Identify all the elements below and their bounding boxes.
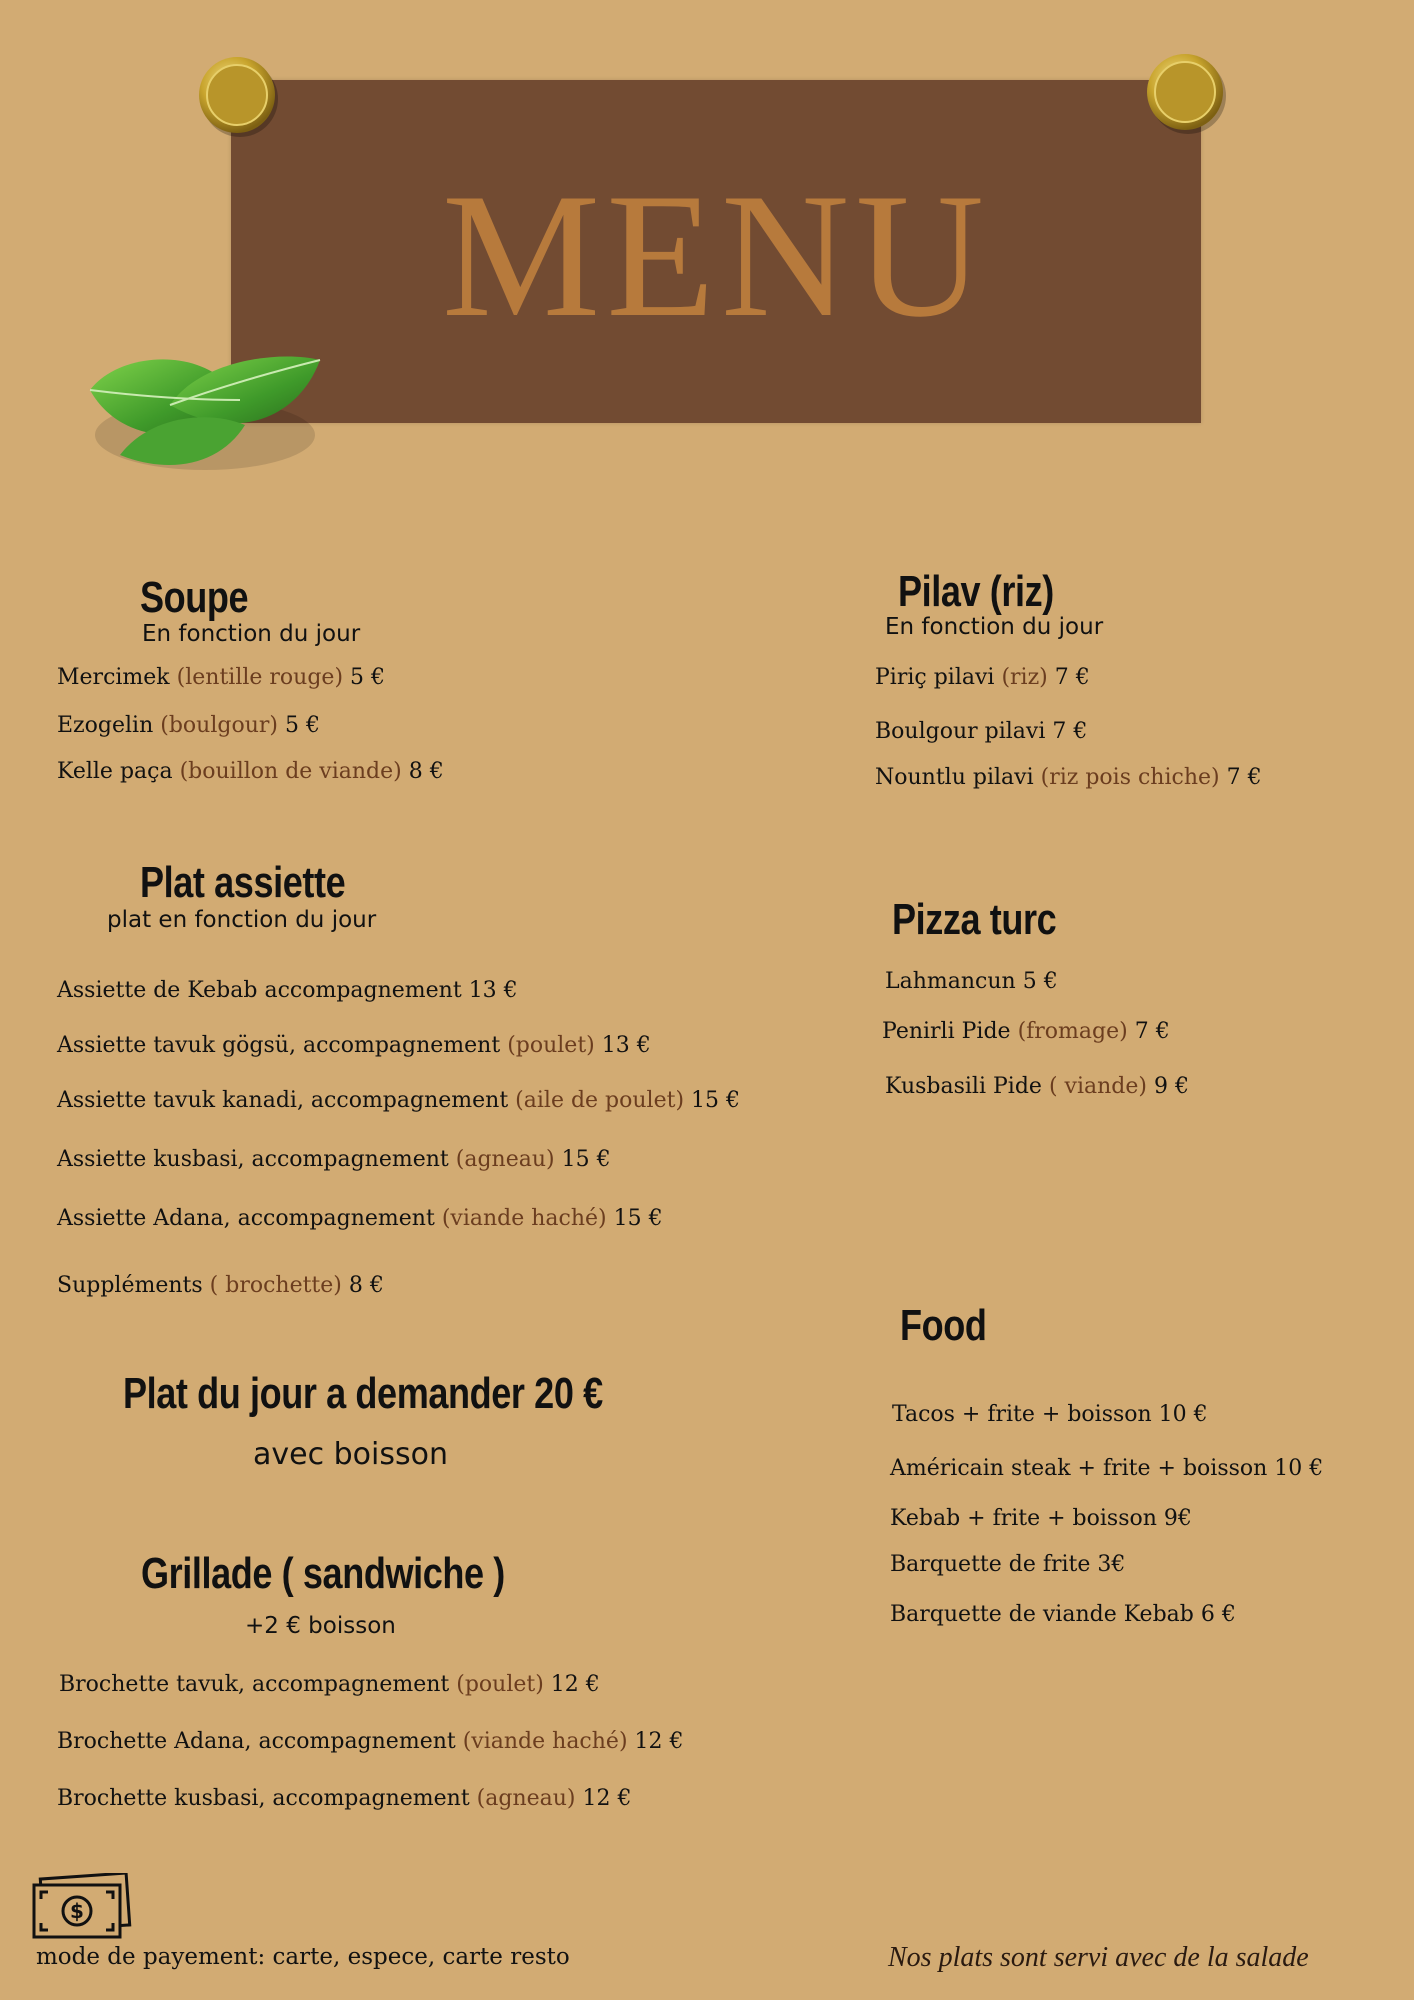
- section-title-grillade: Grillade ( sandwiche ): [141, 1549, 505, 1598]
- menu-item: Kelle paça (bouillon de viande) 8 €: [57, 759, 444, 784]
- menu-item: Piriç pilavi (riz) 7 €: [875, 665, 1090, 690]
- menu-item: Suppléments ( brochette) 8 €: [57, 1273, 384, 1298]
- menu-item: Brochette kusbasi, accompagnement (agneau) 12 €: [57, 1786, 632, 1811]
- menu-item: Mercimek (lentille rouge) 5 €: [57, 665, 386, 690]
- section-title-plat-du-jour: Plat du jour a demander 20 €: [123, 1369, 603, 1418]
- menu-item: Nountlu pilavi (riz pois chiche) 7 €: [875, 765, 1262, 790]
- section-title-pizza: Pizza turc: [892, 895, 1057, 944]
- section-title-food: Food: [900, 1301, 987, 1350]
- section-subtitle-pilav: En fonction du jour: [885, 614, 1104, 640]
- menu-item: Ezogelin (boulgour) 5 €: [57, 713, 320, 738]
- menu-item: Assiette tavuk gögsü, accompagnement (poulet) 13 €: [57, 1033, 651, 1058]
- menu-item: Assiette Adana, accompagnement (viande haché) 15 €: [57, 1206, 663, 1231]
- menu-item: Kebab + frite + boisson 9€: [890, 1506, 1192, 1531]
- svg-text:$: $: [70, 1899, 84, 1923]
- section-subtitle-soupe: En fonction du jour: [142, 621, 361, 647]
- menu-item: Assiette de Kebab accompagnement 13 €: [57, 978, 518, 1003]
- salad-note: Nos plats sont servi avec de la salade: [888, 1942, 1309, 1973]
- menu-item: Assiette kusbasi, accompagnement (agneau) 15 €: [57, 1147, 611, 1172]
- menu-item: Boulgour pilavi 7 €: [875, 719, 1088, 744]
- section-title-plat-assiette: Plat assiette: [140, 858, 346, 907]
- menu-item: Tacos + frite + boisson 10 €: [892, 1402, 1208, 1427]
- menu-item: Américain steak + frite + boisson 10 €: [890, 1456, 1324, 1481]
- menu-item: Penirli Pide (fromage) 7 €: [882, 1019, 1170, 1044]
- pin-icon: [1145, 52, 1227, 134]
- menu-item: Barquette de viande Kebab 6 €: [890, 1602, 1236, 1627]
- section-subtitle-plat-assiette: plat en fonction du jour: [107, 907, 377, 933]
- section-title-soupe: Soupe: [140, 573, 249, 622]
- menu-item: Brochette Adana, accompagnement (viande haché) 12 €: [57, 1729, 684, 1754]
- section-subtitle-plat-du-jour: avec boisson: [253, 1437, 448, 1472]
- mint-leaf-icon: [80, 345, 325, 475]
- money-bill-icon: [32, 1873, 132, 1941]
- section-subtitle-grillade: +2 € boisson: [245, 1613, 396, 1639]
- payment-methods: mode de payement: carte, espece, carte resto: [36, 1944, 570, 1970]
- section-title-pilav: Pilav (riz): [898, 567, 1054, 616]
- menu-item: Barquette de frite 3€: [890, 1552, 1126, 1577]
- menu-item: Brochette tavuk, accompagnement (poulet) 12 €: [59, 1672, 600, 1697]
- menu-item: Assiette tavuk kanadi, accompagnement (aile de poulet) 15 €: [57, 1088, 741, 1113]
- page-title: MENU: [441, 156, 991, 354]
- pin-icon: [197, 55, 279, 137]
- menu-item: Kusbasili Pide ( viande) 9 €: [885, 1074, 1189, 1099]
- menu-item: Lahmancun 5 €: [885, 969, 1058, 994]
